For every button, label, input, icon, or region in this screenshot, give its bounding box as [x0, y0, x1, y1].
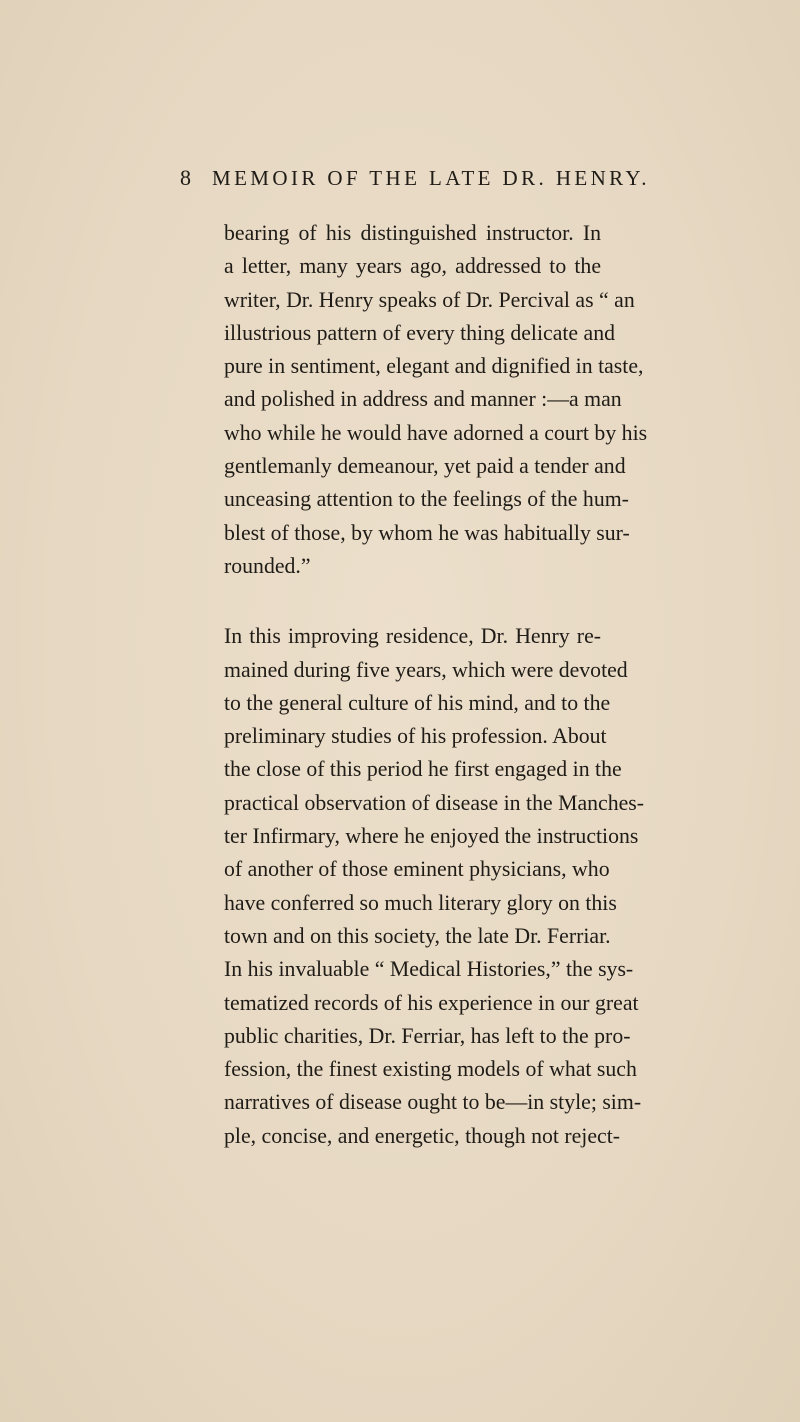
text-line: writer, Dr. Henry speaks of Dr. Percival as “ an: [224, 287, 635, 312]
text-line: illustrious pattern of every thing delicate and: [224, 320, 616, 345]
text-line: blest of those, by whom he was habitually sur-: [224, 520, 630, 545]
text-line: and polished in address and manner :—a man: [224, 387, 622, 412]
text-line: mained during five years, which were devoted: [224, 657, 628, 682]
text-line: ple, concise, and energetic, though not reject-: [224, 1123, 621, 1148]
text-line: unceasing attention to the feelings of the hum-: [224, 487, 629, 512]
paragraph-1: [224, 217, 648, 583]
text-line: a letter, many years ago, addressed to the: [224, 254, 601, 279]
text-line: to the general culture of his mind, and to the: [224, 690, 611, 715]
text-line: preliminary studies of his profession. About: [224, 724, 607, 749]
text-line: ter Infirmary, where he enjoyed the instructions: [224, 824, 639, 849]
page-number: 8: [180, 165, 191, 190]
text-line: town and on this society, the late Dr. Ferriar.: [224, 923, 611, 948]
text-line: In his invaluable “ Medical Histories,” the sys-: [224, 957, 634, 982]
text-line: bearing of his distinguished instructor. In: [224, 221, 601, 245]
text-line: narratives of disease ought to be—in style; sim-: [224, 1090, 642, 1115]
text-line: fession, the finest existing models of what such: [224, 1057, 637, 1082]
text-line: who while he would have adorned a court by his: [224, 420, 648, 445]
running-title: MEMOIR OF THE LATE DR. HENRY.: [212, 166, 650, 190]
paragraph-gap: [224, 583, 601, 620]
text-line: rounded.”: [224, 553, 311, 578]
body-text: [224, 217, 648, 1153]
text-line: gentlemanly demeanour, yet paid a tender and: [224, 454, 626, 479]
text-line: pure in sentiment, elegant and dignified in taste,: [224, 354, 644, 379]
text-line: have conferred so much literary glory on this: [224, 890, 617, 915]
text-line: the close of this period he first engaged in the: [224, 757, 622, 782]
text-line: In this improving residence, Dr. Henry re-: [224, 624, 601, 649]
text-line: tematized records of his experience in our great: [224, 990, 639, 1015]
running-head: [0, 162, 800, 194]
text-line: of another of those eminent physicians, who: [224, 857, 610, 882]
paragraph-2: [224, 620, 645, 1153]
text-line: practical observation of disease in the Manches-: [224, 790, 645, 815]
text-line: public charities, Dr. Ferriar, has left to the pro-: [224, 1023, 631, 1048]
